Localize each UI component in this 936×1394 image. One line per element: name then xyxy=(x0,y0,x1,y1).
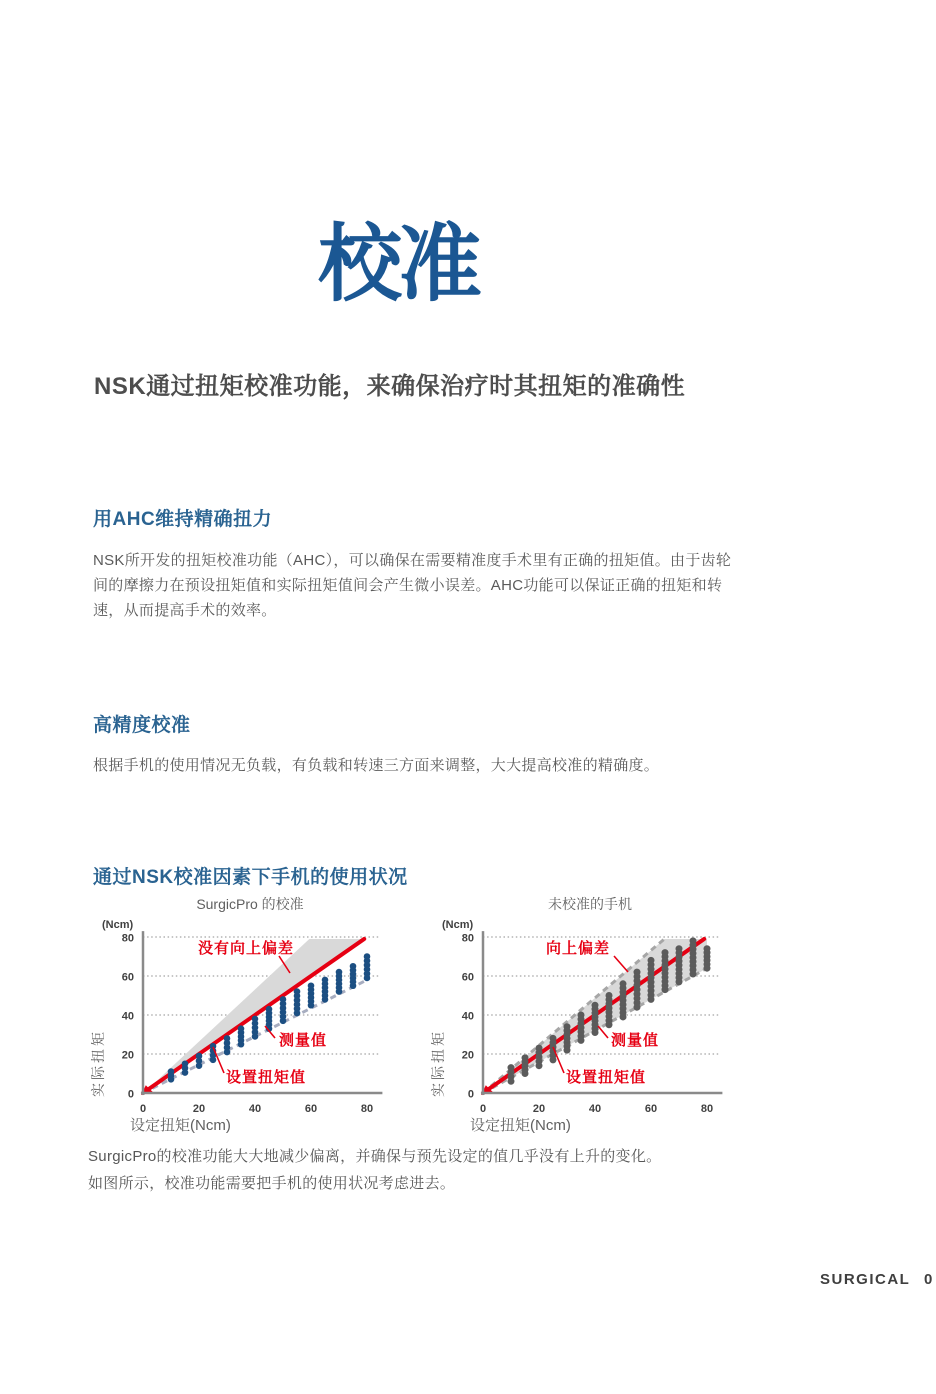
chart-title: 未校准的手机 xyxy=(548,896,632,912)
annotation-label: 设置扭矩值 xyxy=(566,1069,647,1086)
section-body-precision: 根据手机的使用情况无负载，有负载和转速三方面来调整，大大提高校准的精确度。 xyxy=(93,757,660,774)
y-tick-label: 40 xyxy=(461,1010,474,1023)
y-tick-label: 60 xyxy=(461,971,474,984)
measured-dot xyxy=(364,975,371,982)
x-tick-label: 40 xyxy=(588,1103,602,1115)
measured-dot xyxy=(550,1056,557,1063)
x-tick-label: 80 xyxy=(700,1103,714,1115)
y-unit-label: (Ncm) xyxy=(102,919,134,931)
annotation-label: 向上偏差 xyxy=(546,940,611,957)
measured-dot xyxy=(238,1041,245,1048)
measured-dot xyxy=(662,986,669,993)
footer-page-number: 0 xyxy=(924,1271,933,1288)
section-heading-usage: 通过NSK校准因素下手机的使用状况 xyxy=(93,867,408,888)
section-heading-precision: 高精度校准 xyxy=(93,715,191,736)
x-tick-label: 0 xyxy=(479,1103,487,1115)
measured-dot xyxy=(648,996,655,1003)
measured-dot xyxy=(578,1037,585,1044)
measured-dot xyxy=(350,982,357,989)
y-tick-label: 0 xyxy=(127,1088,134,1101)
annotation-label: 设置扭矩值 xyxy=(226,1069,307,1086)
y-axis-title: 实际扭矩 xyxy=(430,1029,446,1097)
x-axis-title: 设定扭矩(Ncm) xyxy=(470,1117,571,1134)
measured-dot xyxy=(294,1010,301,1017)
measured-dot xyxy=(210,1057,217,1064)
y-tick-label: 0 xyxy=(467,1088,474,1101)
chart-caption xyxy=(88,1143,661,1197)
section-body-ahc: NSK所开发的扭矩校准功能（AHC），可以确保在需要精准度手术里有正确的扭矩值。由于齿轮间的摩擦力在预设扭矩值和实际扭矩值间会产生微小误差。AHC功能可以保证正确的扭矩和转速，从而提高手术的效率。 xyxy=(93,552,732,619)
y-tick-label: 60 xyxy=(121,971,134,984)
x-tick-label: 0 xyxy=(139,1103,147,1115)
y-tick-label: 20 xyxy=(461,1049,474,1062)
caption-line-2: 如图所示，校准功能需要把手机的使用状况考虑进去。 xyxy=(88,1175,456,1192)
measured-dot xyxy=(704,965,711,972)
page-subtitle: NSK通过扭矩校准功能，来确保治疗时其扭矩的准确性 xyxy=(94,373,686,400)
y-tick-label: 80 xyxy=(461,932,474,945)
measured-dot xyxy=(564,1047,571,1054)
measured-dot xyxy=(280,1018,287,1025)
chart-uncalibrated-handpiece xyxy=(428,893,748,1143)
measured-dot xyxy=(196,1062,203,1069)
x-axis-title: 设定扭矩(Ncm) xyxy=(130,1117,231,1134)
measured-dot xyxy=(522,1070,529,1077)
measured-dot xyxy=(224,1049,231,1056)
y-tick-label: 40 xyxy=(121,1010,134,1023)
measured-dot xyxy=(308,1002,315,1009)
x-tick-label: 60 xyxy=(304,1103,318,1115)
x-tick-label: 60 xyxy=(644,1103,658,1115)
measured-dot xyxy=(606,1021,613,1028)
chart-title: SurgicPro 的校准 xyxy=(196,896,304,912)
measured-dot xyxy=(690,971,697,978)
measured-dot xyxy=(336,988,343,995)
measured-dot xyxy=(620,1013,627,1020)
measured-dot xyxy=(536,1062,543,1069)
y-tick-label: 20 xyxy=(121,1049,134,1062)
measured-dot xyxy=(508,1078,515,1085)
annotation-label: 测量值 xyxy=(279,1032,328,1049)
caption-line-1: SurgicPro的校准功能大大地减少偏离，并确保与预先设定的值几乎没有上升的变化。 xyxy=(88,1148,662,1165)
chart-svg xyxy=(428,893,748,1143)
measured-dot xyxy=(592,1029,599,1036)
annotation-label: 测量值 xyxy=(611,1032,660,1049)
footer-brand: SURGICAL xyxy=(820,1271,911,1288)
section-heading-ahc: 用AHC维持精确扭力 xyxy=(93,509,273,530)
y-tick-label: 80 xyxy=(121,932,134,945)
page-title: 校准 xyxy=(318,217,479,311)
measured-dot xyxy=(322,996,329,1003)
measured-dot xyxy=(252,1033,259,1040)
annotation-label: 没有向上偏差 xyxy=(198,940,295,957)
x-tick-label: 80 xyxy=(360,1103,374,1115)
measured-dot xyxy=(182,1069,189,1076)
annotation-leader xyxy=(614,956,628,972)
measured-dot xyxy=(676,978,683,985)
chart-surgicpro-calibration xyxy=(88,893,408,1143)
x-tick-label: 20 xyxy=(192,1103,206,1115)
y-axis-title: 实际扭矩 xyxy=(90,1029,106,1097)
y-unit-label: (Ncm) xyxy=(442,919,474,931)
x-tick-label: 40 xyxy=(248,1103,262,1115)
measured-dot xyxy=(634,1004,641,1011)
measured-dot xyxy=(168,1076,175,1083)
chart-svg xyxy=(88,893,408,1143)
x-tick-label: 20 xyxy=(532,1103,546,1115)
page-footer xyxy=(820,1271,933,1288)
